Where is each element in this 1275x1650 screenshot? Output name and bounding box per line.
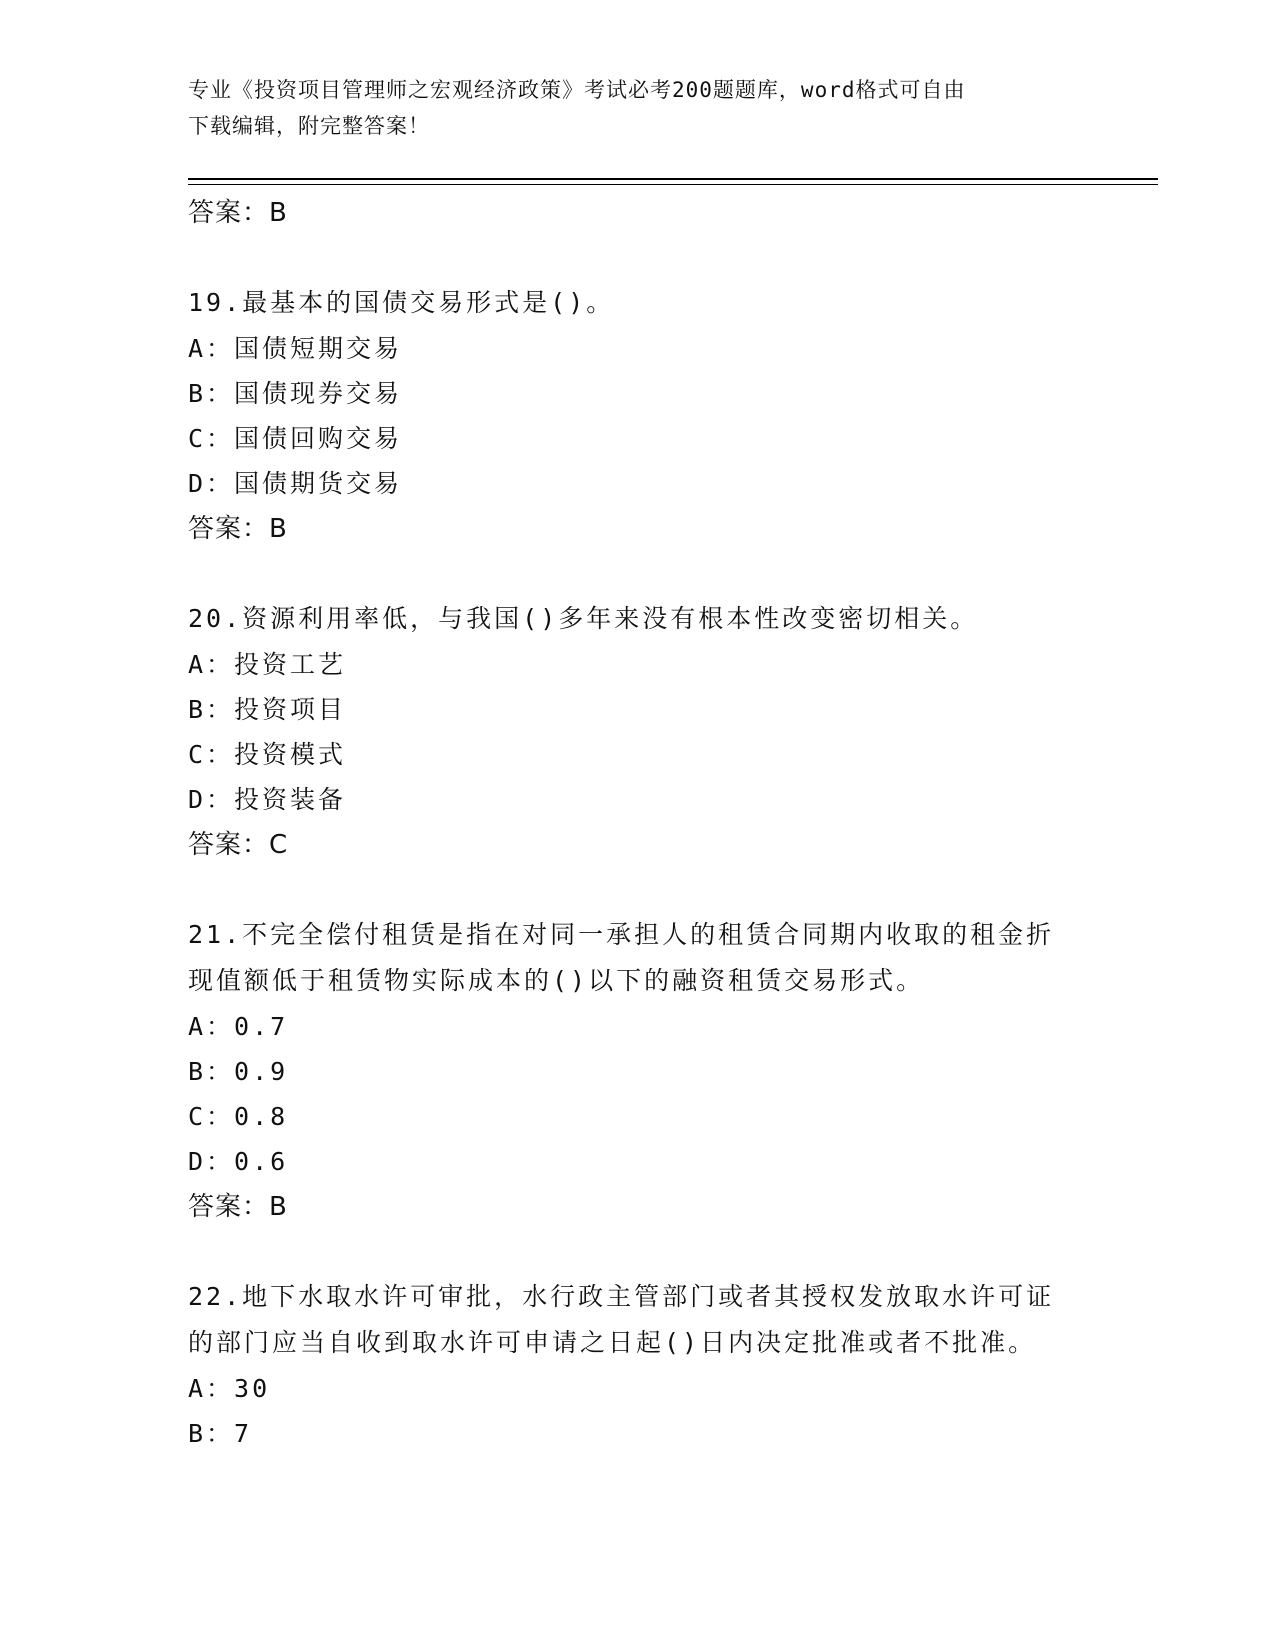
option-a: A：投资工艺: [188, 650, 347, 679]
question-text-line-1: 21.不完全偿付租赁是指在对同一承担人的租赁合同期内收取的租金折: [188, 920, 1055, 949]
header-line-2: 下载编辑，附完整答案！: [188, 114, 430, 138]
question-text-line-2: 的部门应当自收到取水许可申请之日起()日内决定批准或者不批准。: [188, 1328, 1037, 1357]
option-d: D：投资装备: [188, 785, 347, 814]
header-line-1: 专业《投资项目管理师之宏观经济政策》考试必考200题题库，word格式可自由: [188, 78, 966, 102]
question-block: [188, 912, 1088, 1230]
option-b: B：投资项目: [188, 695, 347, 724]
question-text-line-1: 22.地下水取水许可审批，水行政主管部门或者其授权发放取水许可证: [188, 1282, 1055, 1311]
header-divider-thick: [188, 178, 1158, 180]
option-c: C：0.8: [188, 1102, 289, 1131]
answer-label: 答案：B: [188, 1192, 288, 1222]
question-text: 20.资源利用率低，与我国()多年来没有根本性改变密切相关。: [188, 604, 979, 633]
question-list: [188, 190, 1088, 1456]
question-text: 19.最基本的国债交易形式是()。: [188, 288, 615, 317]
option-b: B：0.9: [188, 1057, 289, 1086]
option-b: B：国债现券交易: [188, 379, 403, 408]
question-block: [188, 596, 1088, 868]
option-d: D：国债期货交易: [188, 469, 403, 498]
option-a: A：0.7: [188, 1012, 289, 1041]
answer-label: 答案：B: [188, 198, 288, 228]
option-c: C：国债回购交易: [188, 424, 403, 453]
answer-label: 答案：B: [188, 514, 288, 544]
option-a: A：国债短期交易: [188, 334, 403, 363]
question-block: [188, 280, 1088, 552]
header-divider-thin: [188, 184, 1158, 185]
question-text-line-2: 现值额低于租赁物实际成本的()以下的融资租赁交易形式。: [188, 966, 925, 995]
option-b: B：7: [188, 1419, 253, 1448]
option-c: C：投资模式: [188, 740, 347, 769]
answer-label: 答案：C: [188, 830, 289, 860]
option-d: D：0.6: [188, 1147, 289, 1176]
question-block: [188, 1274, 1088, 1456]
option-a: A：30: [188, 1374, 271, 1403]
document-header: [188, 72, 1088, 144]
